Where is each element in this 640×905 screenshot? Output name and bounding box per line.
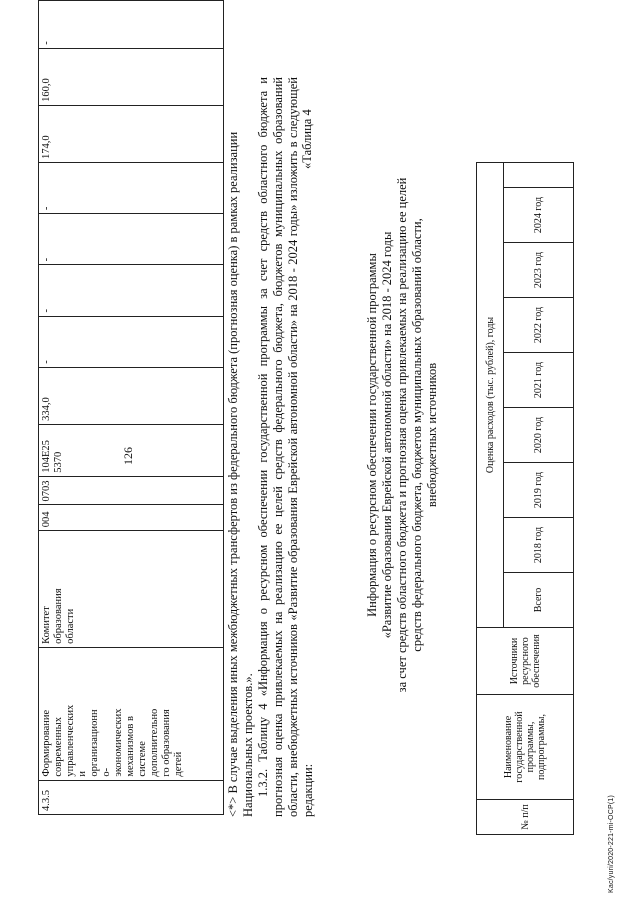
event-line: детей (173, 751, 184, 777)
header-number: № п/п (477, 800, 574, 835)
responsible-line: образования (53, 588, 64, 644)
header-year: 2019 год (504, 463, 574, 518)
table-row (39, 1, 224, 815)
header-year: 2022 год (504, 298, 574, 353)
header-empty (504, 163, 574, 188)
event-line: го образования (161, 709, 172, 777)
header-source: Источники ресурсного обеспечения (477, 628, 574, 695)
heading-line: Информация о ресурсном обеспечении государственной программы (365, 253, 379, 617)
amendment-paragraph: 1.3.2. Таблицу 4 «Информация о ресурсном обеспечении государственной программы за счет средств областного бюджета и прогнозная оценка привлекаемых на реализацию ее целей средств федерального бюджета, бюджетов муниципальных образований области, внебюджетных источников «Развитие образования Еврейской автономной области» на 2018 - 2024 годы» изложить в следующей редакции: (256, 77, 315, 817)
page-number: 126 (121, 447, 135, 465)
row-number: 4.3.5 (39, 780, 224, 814)
value-cell: - (39, 162, 224, 213)
header-year: 2024 год (504, 188, 574, 243)
event-line: дополнительно (149, 708, 160, 777)
event-line: организационн (89, 709, 100, 777)
document-stamp: Kac/yuri/2020-221-mi-ОСР(1) (608, 795, 615, 893)
value-cell: - (39, 316, 224, 367)
heading-line: за счет средств областного бюджета и прогнозная оценка привлекаемых на реализацию ее целей (395, 177, 409, 693)
header-year: 2021 год (504, 353, 574, 408)
top-table (38, 0, 224, 815)
value-cell: - (39, 214, 224, 265)
event-line: управленческих (65, 704, 76, 777)
event-line: механизмов в (125, 716, 136, 777)
section-code: 0703 (39, 476, 224, 505)
heading-line: «Развитие образования Еврейской автономной области» на 2018 - 2024 годы (380, 231, 394, 639)
csr-line: 104E25 (41, 440, 52, 473)
heading-line: внебюджетных источников (425, 362, 439, 508)
value-cell: 174,0 (39, 105, 224, 162)
table-heading (365, 125, 440, 745)
event-line: современных (53, 717, 64, 777)
table-label: «Таблица 4 (300, 109, 314, 169)
footnote: <*> В случае выделения иных межбюджетных трансфертов из федерального бюджета (прогнозная оценка) в рамках реализации Национальных проектов.». (226, 131, 255, 817)
heading-line: средств федерального бюджета, бюджетов муниципальных образований области, (410, 218, 424, 652)
event-line: Формирование (41, 709, 52, 777)
resource-table (476, 162, 574, 835)
header-year: 2018 год (504, 518, 574, 573)
csr-line: 5370 (53, 451, 64, 473)
header-program-name: Наименование государственной программы, подпрограммы, (477, 695, 574, 800)
responsible-line: области (65, 608, 76, 644)
event-line: системе (137, 741, 148, 777)
event-line: и (77, 771, 88, 777)
value-cell: - (39, 265, 224, 316)
budget-code: 004 (39, 505, 224, 531)
header-year: 2023 год (504, 243, 574, 298)
table-header-row (477, 163, 504, 835)
responsible-line: Комитет (41, 606, 52, 644)
event-line: экономических (113, 708, 124, 777)
value-cell: - (39, 1, 224, 49)
header-expense-estimate: Оценка расходов (тыс. рублей), годы (477, 163, 504, 628)
responsible-executor (39, 531, 224, 648)
value-cell: 160,0 (39, 48, 224, 105)
event-line: о- (101, 767, 112, 777)
header-year: 2020 год (504, 408, 574, 463)
target-article-code (39, 424, 224, 476)
value-cell: 334,0 (39, 367, 224, 424)
header-total: Всего (504, 573, 574, 628)
event-name (39, 647, 224, 780)
